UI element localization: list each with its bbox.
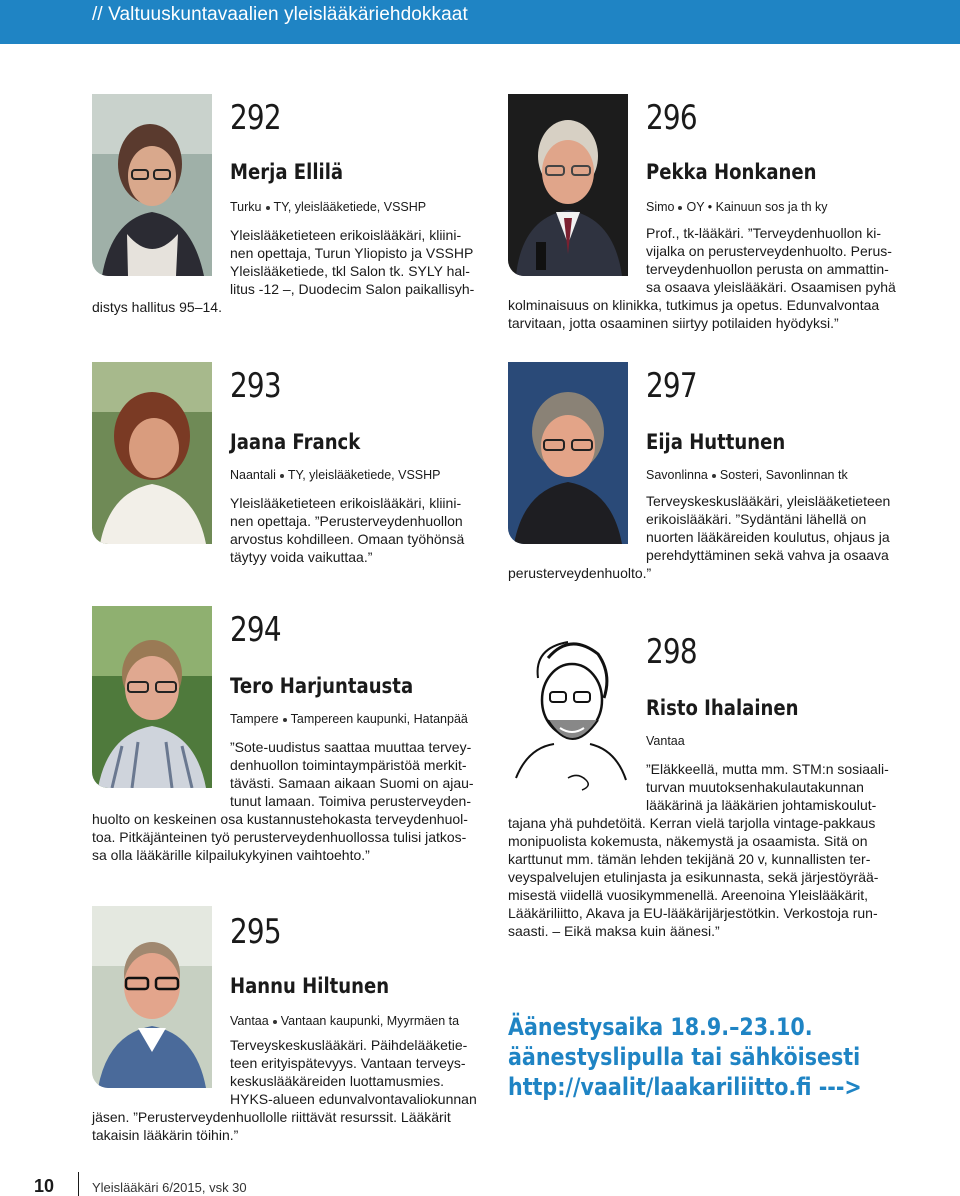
voting-info: [508, 1012, 919, 1102]
candidate-meta: [230, 1014, 459, 1028]
text-line: perusterveydenhuolto.”: [508, 565, 652, 581]
candidate-photo-292: [92, 94, 212, 276]
text-line: tävästi. Samaan aikaan Suomi on ajau-: [230, 775, 474, 791]
text-line: Terveyskeskuslääkäri, yleislääketieteen: [646, 493, 891, 509]
page-number: 10: [34, 1176, 55, 1196]
text-line: karttunut mm. tämän lehden tekijänä 20 v, kunnallisten ter-: [508, 851, 871, 867]
text-line: keskuslääkäreiden luottamusmies.: [230, 1073, 444, 1089]
candidate-affiliation: Tampereen kaupunki, Hatanpää: [290, 712, 468, 726]
candidate-city: Savonlinna: [646, 468, 708, 482]
candidate-city: Vantaa: [646, 734, 685, 748]
separator-dot: [266, 206, 270, 210]
candidate-name: Pekka Honkanen: [646, 160, 817, 184]
candidate-photo-296: [508, 94, 628, 276]
text-line: terveydenhuollon perusta on ammattin-: [646, 261, 889, 277]
candidate-photo-293: [92, 362, 212, 544]
text-line: nen opettaja. ”Perusterveydenhuollon: [230, 513, 463, 529]
candidate-city: Turku: [230, 200, 262, 214]
text-line: tajana yhä puhdetöitä. Kerran vielä tarjolla vintage-pakkaus: [508, 815, 876, 831]
candidate-description: [508, 224, 896, 332]
text-line: misestä viidellä vuosikymmenellä. Areenoina Yleislääkärit,: [508, 887, 869, 903]
footer-divider: [78, 1172, 79, 1196]
candidate-meta: [646, 468, 848, 482]
text-line: denhuollon toimintaympäristöä merkit-: [230, 757, 467, 773]
candidate-photo-294: [92, 606, 212, 788]
text-line: kolminaisuus on klinikka, tutkimus ja opetus. Edunvalvontaa: [508, 297, 880, 313]
text-line: täytyy voida vaikuttaa.”: [230, 549, 373, 565]
text-line: sa olla lääkärille kilpailukykyinen vaihtoehto.”: [92, 847, 370, 863]
separator-dot: [712, 474, 716, 478]
text-line: Yleislääketieteen erikoislääkäri, kliini-: [230, 495, 462, 511]
section-header: [0, 0, 960, 44]
candidate-number: 298: [646, 632, 697, 672]
text-line: tunut lamaan. Toimiva perusterveyden-: [230, 793, 471, 809]
text-line: veyspalvelujen etulinjasta ja esikunnasta, sekä järjestöyrää-: [508, 869, 879, 885]
text-line: lääkärinä ja lääkärien johtamiskoulut-: [646, 797, 877, 813]
candidate-description: [230, 494, 464, 566]
candidate-number: 296: [646, 98, 697, 138]
candidate-city: Vantaa: [230, 1014, 269, 1028]
candidate-name: Risto Ihalainen: [646, 696, 799, 720]
candidate-number: 294: [230, 610, 281, 650]
text-line: perehdyttäminen sekä vahva ja osaava: [646, 547, 889, 563]
candidate-meta: [230, 468, 441, 482]
text-line: Prof., tk-lääkäri. ”Terveydenhuollon ki-: [646, 225, 881, 241]
voting-url-link[interactable]: http://vaalit/laakariliitto.fi --->: [508, 1073, 862, 1101]
text-line: arvostus kohdilleen. Omaan työhönsä: [230, 531, 465, 547]
candidate-description: [508, 492, 891, 582]
candidate-name: Jaana Franck: [230, 430, 361, 454]
candidate-caricature-298: [508, 628, 632, 814]
candidate-description: [508, 760, 889, 940]
candidate-meta: [230, 200, 426, 214]
separator-dot: [678, 206, 682, 210]
candidate-affiliation: Vantaan kaupunki, Myyrmäen ta: [280, 1014, 460, 1028]
candidate-description: [92, 1036, 477, 1144]
candidate-number: 292: [230, 98, 281, 138]
text-line: takaisin lääkärin töihin.”: [92, 1127, 239, 1143]
candidate-number: 293: [230, 366, 281, 406]
separator-dot: [283, 718, 287, 722]
text-line: jäsen. ”Perusterveydenhuollolle riittävät resurssit. Lääkärit: [92, 1109, 451, 1125]
text-line: Yleislääketiede, tkl Salon tk. SYLY hal-: [230, 263, 470, 279]
text-line: vijalka on perusterveydenhuolto. Perus-: [646, 243, 892, 259]
candidate-meta: [230, 712, 468, 726]
text-line: Terveyskeskuslääkäri. Päihdelääketie-: [230, 1037, 468, 1053]
candidate-photo-295: [92, 906, 212, 1088]
candidate-name: Eija Huttunen: [646, 430, 786, 454]
text-line: tarvitaan, jotta osaaminen siirtyy potilaiden hyödyksi.”: [508, 315, 839, 331]
section-title: // Valtuuskuntavaalien yleislääkäriehdokkaat: [92, 4, 468, 25]
voting-period: Äänestysaika 18.9.–23.10.: [508, 1013, 813, 1041]
candidate-number: 295: [230, 912, 281, 952]
text-line: HYKS-alueen edunvalvontavaliokunnan: [230, 1091, 477, 1107]
candidate-name: Hannu Hiltunen: [230, 974, 390, 998]
text-line: litus -12 –, Duodecim Salon paikallisyh-: [230, 281, 475, 297]
separator-dot: [273, 1020, 277, 1024]
candidate-city: Tampere: [230, 712, 279, 726]
candidate-affiliation: OY • Kainuun sos ja th ky: [686, 200, 828, 214]
text-line: monipuolista kokemusta, näkemystä ja osaamista. Sitä on: [508, 833, 868, 849]
text-line: toa. Pitkäjänteinen työ perusterveydenhuollossa tulisi jatkos-: [92, 829, 467, 845]
candidate-description: [92, 738, 474, 864]
candidate-city: Simo: [646, 200, 675, 214]
candidate-affiliation: TY, yleislääketiede, VSSHP: [287, 468, 441, 482]
candidate-meta: [646, 200, 828, 214]
separator-dot: [280, 474, 284, 478]
text-line: ”Sote-uudistus saattaa muuttaa tervey-: [230, 739, 472, 755]
text-line: turvan muutoksenhakulautakunnan: [646, 779, 864, 795]
text-line: nen opettaja, Turun Yliopisto ja VSSHP: [230, 245, 474, 261]
text-line: ”Eläkkeellä, mutta mm. STM:n sosiaali-: [646, 761, 889, 777]
candidate-photo-297: [508, 362, 628, 544]
candidate-city: Naantali: [230, 468, 276, 482]
candidate-affiliation: Sosteri, Savonlinnan tk: [719, 468, 848, 482]
voting-method: äänestyslipulla tai sähköisesti: [508, 1043, 861, 1071]
text-line: saasti. – Eikä maksa kuin äänesi.”: [508, 923, 720, 939]
candidate-description: [92, 226, 475, 316]
candidate-number: 297: [646, 366, 697, 406]
text-line: teen erityispätevyys. Vantaan terveys-: [230, 1055, 466, 1071]
candidate-meta: [646, 734, 685, 748]
text-line: nuorten lääkäreiden koulutus, ohjaus ja: [646, 529, 890, 545]
text-line: Lääkäriliitto, Akava ja EU-lääkärijärjestötkin. Verkostoja run-: [508, 905, 878, 921]
text-line: Yleislääketieteen erikoislääkäri, kliini-: [230, 227, 462, 243]
text-line: distys hallitus 95–14.: [92, 299, 222, 315]
candidate-name: Merja Ellilä: [230, 160, 344, 184]
text-line: huolto on keskeinen osa kustannustehokasta terveydenhuol-: [92, 811, 468, 827]
issue-info: Yleislääkäri 6/2015, vsk 30: [92, 1180, 247, 1195]
candidate-affiliation: TY, yleislääketiede, VSSHP: [273, 200, 427, 214]
candidate-name: Tero Harjuntausta: [230, 674, 414, 698]
text-line: sa osaava yleislääkäri. Osaamisen pyhä: [646, 279, 896, 295]
text-line: erikoislääkäri. ”Sydäntäni lähellä on: [646, 511, 867, 527]
